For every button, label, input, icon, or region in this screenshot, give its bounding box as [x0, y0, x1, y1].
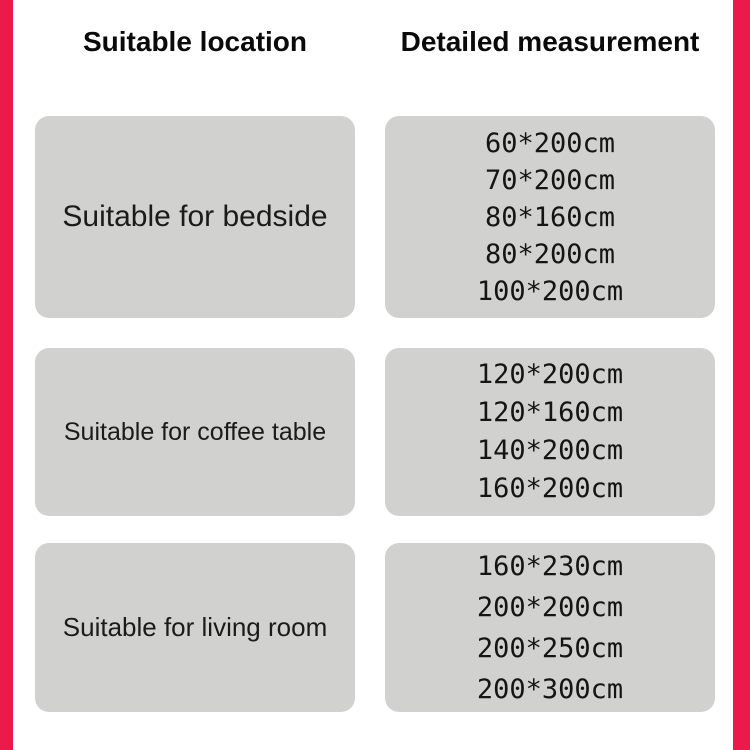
measurement-card-bedside [385, 116, 715, 318]
measurement-value: 60*200cm [484, 127, 616, 159]
location-label: Suitable for living room [62, 612, 328, 642]
left-accent-bar [0, 0, 13, 750]
location-card-bedside [35, 116, 355, 318]
measurement-card-living-room [385, 543, 715, 712]
measurement-value: 160*230cm [476, 550, 624, 582]
measurement-value: 80*200cm [484, 238, 616, 270]
location-label: Suitable for coffee table [63, 417, 327, 446]
measurement-value: 160*200cm [476, 473, 624, 504]
right-accent-bar [733, 0, 750, 750]
column-header-suitable-location: Suitable location [82, 26, 308, 57]
measurement-list [477, 125, 623, 310]
measurement-value: 70*200cm [484, 164, 616, 196]
measurement-value: 200*300cm [476, 673, 624, 705]
measurement-value: 140*200cm [476, 435, 624, 466]
measurement-value: 120*160cm [476, 397, 624, 428]
measurement-value: 80*160cm [484, 201, 616, 233]
measurement-value: 200*200cm [476, 591, 624, 623]
location-label: Suitable for bedside [62, 200, 328, 233]
measurement-value: 100*200cm [476, 275, 624, 307]
measurement-value: 200*250cm [476, 632, 624, 664]
measurement-list [477, 546, 623, 710]
column-header-detailed-measurement: Detailed measurement [400, 26, 700, 57]
measurement-card-coffee-table [385, 348, 715, 516]
measurement-value: 120*200cm [476, 359, 624, 390]
location-card-living-room [35, 543, 355, 712]
location-card-coffee-table [35, 348, 355, 516]
measurement-list [477, 356, 623, 508]
